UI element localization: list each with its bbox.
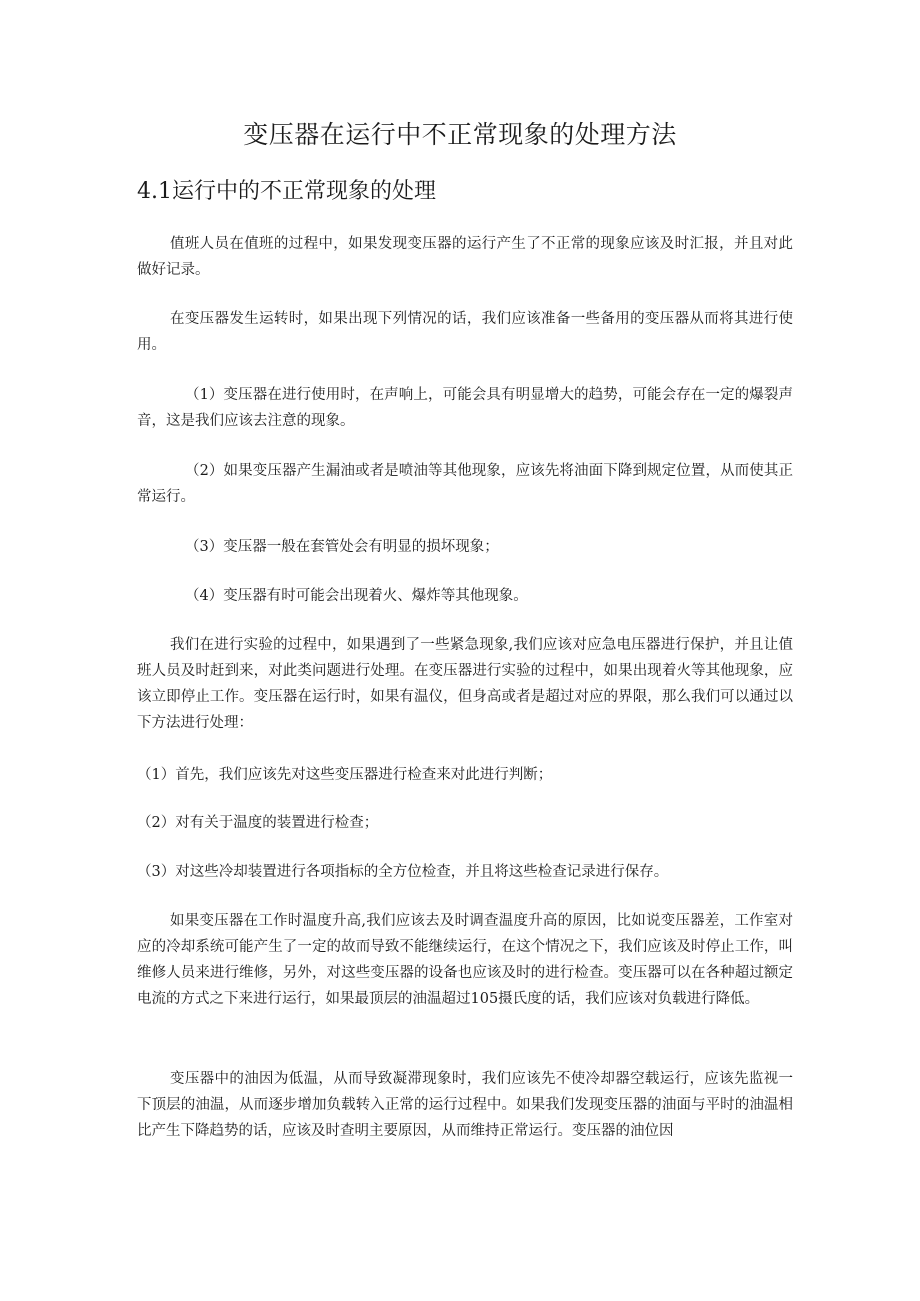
- list-item-oil-leak: （2）如果变压器产生漏油或者是喷油等其他现象，应该先将油面下降到规定位置，从而使其正常运行。: [137, 463, 793, 505]
- paragraph-temperature-rise: 如果变压器在工作时温度升高,我们应该去及时调查温度升高的原因，比如说变压器差，工作室对应的冷却系统可能产生了一定的故而导致不能继续运行，在这个情况之下，我们应该及时停止工作，叫维修人员来进行维修，另外，对这些变压器的设备也应该及时的进行检查。变压器可以在各种超过额定电流的方式之下来进行运行，如果最顶层的油温超过105摄氏度的话，我们应该对负载进行降低。: [137, 913, 793, 1007]
- paragraph-emergency-handling: 我们在进行实验的过程中，如果遇到了一些紧急现象,我们应该对应急电压器进行保护，并且让值班人员及时赶到来，对此类问题进行处理。在变压器进行实验的过程中，如果出现着火等其他现象，应该立即停止工作。变压器在运行时，如果有温仪，但身高或者是超过对应的界限，那么我们可以通过以下方法进行处理：: [137, 637, 793, 731]
- paragraph-backup-transformer: 在变压器发生运转时，如果出现下列情况的话，我们应该准备一些备用的变压器从而将其进行使用。: [137, 311, 793, 353]
- paragraph-low-temperature-oil: 变压器中的油因为低温，从而导致凝滞现象时，我们应该先不使冷却器空载运行，应该先监视一下顶层的油温，从而逐步增加负载转入正常的运行过程中。如果我们发现变压器的油面与平时的油温相比产生下降趋势的话，应该及时查明主要原因，从而维持正常运行。变压器的油位因: [137, 1071, 793, 1139]
- page-title: 变压器在运行中不正常现象的处理方法: [243, 120, 677, 149]
- list-item-inspect-transformers: （1）首先，我们应该先对这些变压器进行检查来对此进行判断；: [137, 767, 553, 783]
- list-item-fire-explosion: （4）变压器有时可能会出现着火、爆炸等其他现象。: [185, 588, 528, 604]
- section-heading: 4.1运行中的不正常现象的处理: [137, 179, 436, 204]
- list-item-inspect-cooling: （3）对这些冷却装置进行各项指标的全方位检查，并且将这些检查记录进行保存。: [137, 864, 669, 880]
- list-item-noise: （1）变压器在进行使用时，在声响上，可能会具有明显增大的趋势，可能会存在一定的爆裂声音，这是我们应该去注意的现象。: [137, 387, 793, 429]
- list-item-bushing-damage: （3）变压器一般在套管处会有明显的损坏现象；: [185, 539, 499, 555]
- paragraph-duty-report: 值班人员在值班的过程中，如果发现变压器的运行产生了不正常的现象应该及时汇报，并且对此做好记录。: [137, 236, 793, 278]
- list-item-inspect-temperature: （2）对有关于温度的装置进行检查；: [137, 815, 379, 831]
